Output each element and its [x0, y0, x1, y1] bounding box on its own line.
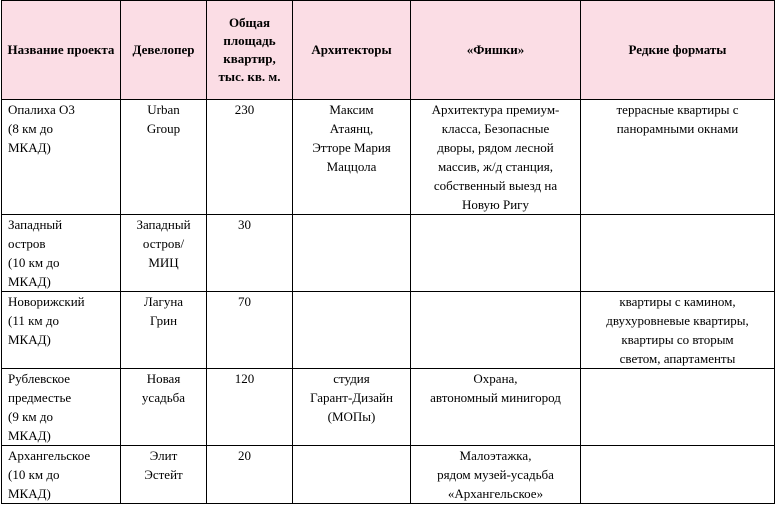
header-architects: Архитекторы [293, 1, 411, 100]
cell-project-name: Западный остров (10 км до МКАД) [2, 215, 121, 292]
cell-developer: Элит Эстейт [121, 446, 207, 504]
cell-features: Малоэтажка, рядом музей-усадьба «Архангельское» [411, 446, 581, 504]
cell-area: 120 [207, 369, 293, 446]
cell-developer: Западный остров/ МИЦ [121, 215, 207, 292]
table-row [2, 100, 775, 215]
header-features: «Фишки» [411, 1, 581, 100]
cell-rare-formats [581, 446, 775, 504]
cell-developer: Лагуна Грин [121, 292, 207, 369]
cell-rare-formats: квартиры с камином, двухуровневые квартиры, квартиры со вторым светом, апартаменты [581, 292, 775, 369]
cell-project-name: Новорижский (11 км до МКАД) [2, 292, 121, 369]
cell-features: Охрана, автономный минигород [411, 369, 581, 446]
cell-project-name: Архангельское (10 км до МКАД) [2, 446, 121, 504]
cell-features: Архитектура премиум- класса, Безопасные дворы, рядом лесной массив, ж/д станция, собственный выезд на Новую Ригу [411, 100, 581, 215]
table-row [2, 369, 775, 446]
cell-architects: Максим Атаянц, Этторе Мария Маццола [293, 100, 411, 215]
cell-rare-formats [581, 215, 775, 292]
projects-table [1, 0, 775, 504]
header-project-name: Название проекта [2, 1, 121, 100]
cell-rare-formats [581, 369, 775, 446]
cell-architects: студия Гарант-Дизайн (МОПы) [293, 369, 411, 446]
cell-area: 30 [207, 215, 293, 292]
header-row [2, 1, 775, 100]
cell-project-name: Рублевское предместье (9 км до МКАД) [2, 369, 121, 446]
table-row [2, 215, 775, 292]
cell-area: 70 [207, 292, 293, 369]
header-developer: Девелопер [121, 1, 207, 100]
table-row [2, 292, 775, 369]
cell-architects [293, 446, 411, 504]
cell-architects [293, 292, 411, 369]
cell-area: 20 [207, 446, 293, 504]
cell-features [411, 215, 581, 292]
cell-developer: Urban Group [121, 100, 207, 215]
header-rare-formats: Редкие форматы [581, 1, 775, 100]
cell-features [411, 292, 581, 369]
cell-developer: Новая усадьба [121, 369, 207, 446]
cell-project-name: Опалиха О3 (8 км до МКАД) [2, 100, 121, 215]
cell-architects [293, 215, 411, 292]
table-row [2, 446, 775, 504]
cell-area: 230 [207, 100, 293, 215]
header-total-area: Общая площадь квартир, тыс. кв. м. [207, 1, 293, 100]
cell-rare-formats: террасные квартиры с панорамными окнами [581, 100, 775, 215]
